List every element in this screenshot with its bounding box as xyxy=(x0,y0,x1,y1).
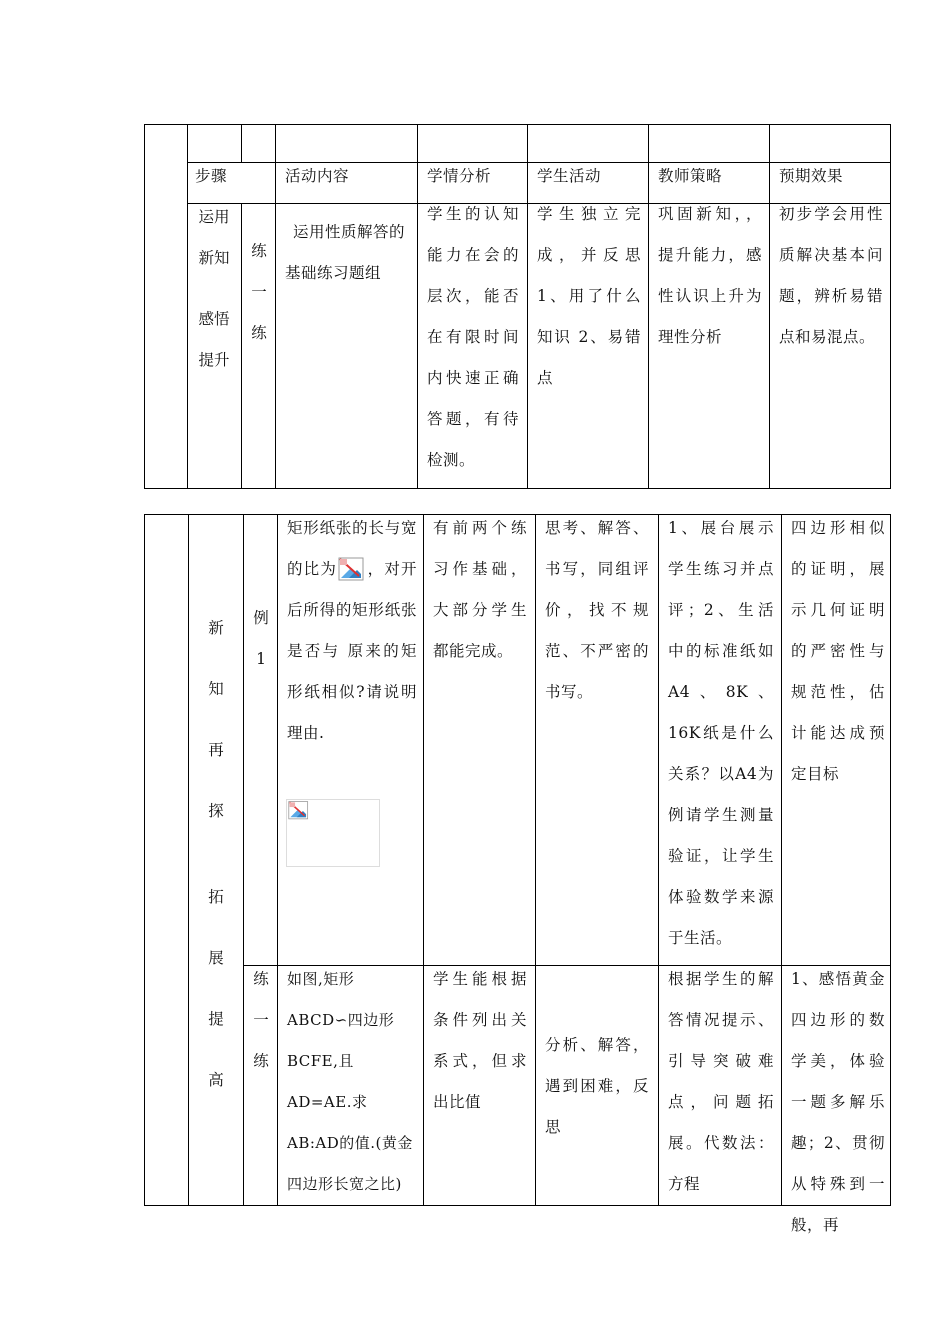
example-student: 思考、解答、书写，同组评价，找不规范、不严密的书写。 xyxy=(545,519,649,701)
practice-analysis: 学生能根据条件列出关系式，但求出比值 xyxy=(433,970,527,1111)
example-teacher: 1、展台展示学生练习并点评；2、生活中的标准纸如A4、8K、16K纸是什么关系？以A4为例请学生测量验证，让学生体验数学来源于生活。 xyxy=(668,519,774,947)
example-effect: 四边形相似的证明，展示几何证明的严密性与规范性，估计能达成预定目标 xyxy=(791,519,885,783)
effect-content: 初步学会用性质解决基本问题，辨析易错点和易混点。 xyxy=(779,205,883,346)
example-analysis: 有前两个练习作基础，大部分学生都能完成。 xyxy=(433,519,527,660)
practice-teacher: 根据学生的解答情况提示、引导突破难点，问题拓展。代数法：方程 xyxy=(668,970,774,1193)
teacher-content: 巩固新知，，提升能力，感性认识上升为理性分析 xyxy=(658,205,762,346)
header-effect: 预期效果 xyxy=(779,167,844,185)
header-student: 学生活动 xyxy=(537,167,602,185)
sub-step-label: 练 一 练 xyxy=(251,242,267,342)
step-label-2: 新 知 再 探 拓 展 提 高 xyxy=(208,619,224,1089)
header-analysis: 学情分析 xyxy=(427,167,492,185)
activity-content: 运用性质解答的基础练习题组 xyxy=(285,223,406,282)
example-activity: 矩形纸张的长与宽的比为 ，对开后所得的矩形纸张是否与 原来的矩形纸相似?请说明理由. xyxy=(287,519,417,742)
practice-activity: 如图,矩形ABCD∽四边形BCFE,且AD=AE.求AB:AD的值.(黄金四边形长宽之比) xyxy=(287,970,413,1193)
broken-image-icon xyxy=(337,556,367,584)
example-label: 例 1 xyxy=(253,609,269,668)
example-figure xyxy=(286,799,380,867)
practice-student: 分析、解答，遇到困难，反思 xyxy=(545,1036,649,1136)
header-step: 步骤 xyxy=(195,167,228,185)
header-teacher: 教师策略 xyxy=(658,167,723,185)
student-content: 学生独立完成，并反思1、用了什么知识 2、易错点 xyxy=(537,205,641,387)
practice-effect: 1、感悟黄金四边形的数学美，体验一题多解乐趣；2、贯彻从特殊到一般，再 xyxy=(791,970,885,1234)
analysis-content: 学生的认知能力在会的层次，能否在有限时间内快速正确答题，有待检测。 xyxy=(427,205,519,469)
step-label: 运用 新知 感悟 提升 xyxy=(198,208,230,369)
practice-label: 练 一 练 xyxy=(253,970,269,1070)
broken-image-icon xyxy=(287,800,311,826)
header-activity: 活动内容 xyxy=(285,167,350,185)
